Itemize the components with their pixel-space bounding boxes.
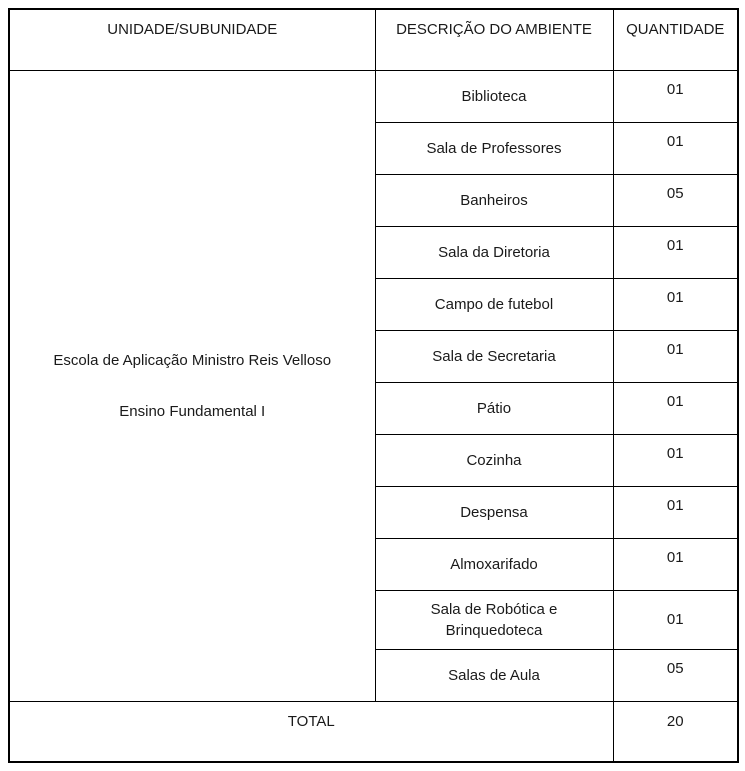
- ambientes-table: [8, 8, 739, 763]
- quantidade-cell: 01: [613, 591, 738, 650]
- quantidade-cell: 01: [613, 123, 738, 175]
- quantidade-cell: 01: [613, 487, 738, 539]
- quantidade-cell: 01: [613, 331, 738, 383]
- ambiente-cell: Campo de futebol: [375, 279, 613, 331]
- header-ambiente: DESCRIÇÃO DO AMBIENTE: [375, 9, 613, 71]
- quantidade-cell: 01: [613, 227, 738, 279]
- ambiente-cell: Sala de Professores: [375, 123, 613, 175]
- ambiente-cell: Banheiros: [375, 175, 613, 227]
- quantidade-cell: 05: [613, 650, 738, 702]
- ambiente-cell: Salas de Aula: [375, 650, 613, 702]
- ambiente-cell: Sala de Robótica e Brinquedoteca: [375, 591, 613, 650]
- quantidade-cell: 05: [613, 175, 738, 227]
- total-value: 20: [613, 702, 738, 763]
- unidade-line2: Ensino Fundamental I: [119, 403, 266, 420]
- quantidade-cell: 01: [613, 539, 738, 591]
- ambiente-cell: Cozinha: [375, 435, 613, 487]
- total-label: TOTAL: [9, 702, 613, 763]
- header-unidade: UNIDADE/SUBUNIDADE: [9, 9, 375, 71]
- ambiente-cell: Despensa: [375, 487, 613, 539]
- quantidade-cell: 01: [613, 71, 738, 123]
- quantidade-cell: 01: [613, 435, 738, 487]
- table-row: [9, 71, 738, 123]
- header-quantidade: QUANTIDADE: [613, 9, 738, 71]
- ambiente-cell: Biblioteca: [375, 71, 613, 123]
- ambiente-cell: Sala de Secretaria: [375, 331, 613, 383]
- unidade-cell: [9, 71, 375, 702]
- unidade-line1: Escola de Aplicação Ministro Reis Velloso: [53, 352, 332, 369]
- ambiente-cell: Pátio: [375, 383, 613, 435]
- quantidade-cell: 01: [613, 383, 738, 435]
- quantidade-cell: 01: [613, 279, 738, 331]
- total-row: [9, 702, 738, 763]
- header-row: [9, 9, 738, 71]
- ambiente-cell: Almoxarifado: [375, 539, 613, 591]
- ambiente-cell: Sala da Diretoria: [375, 227, 613, 279]
